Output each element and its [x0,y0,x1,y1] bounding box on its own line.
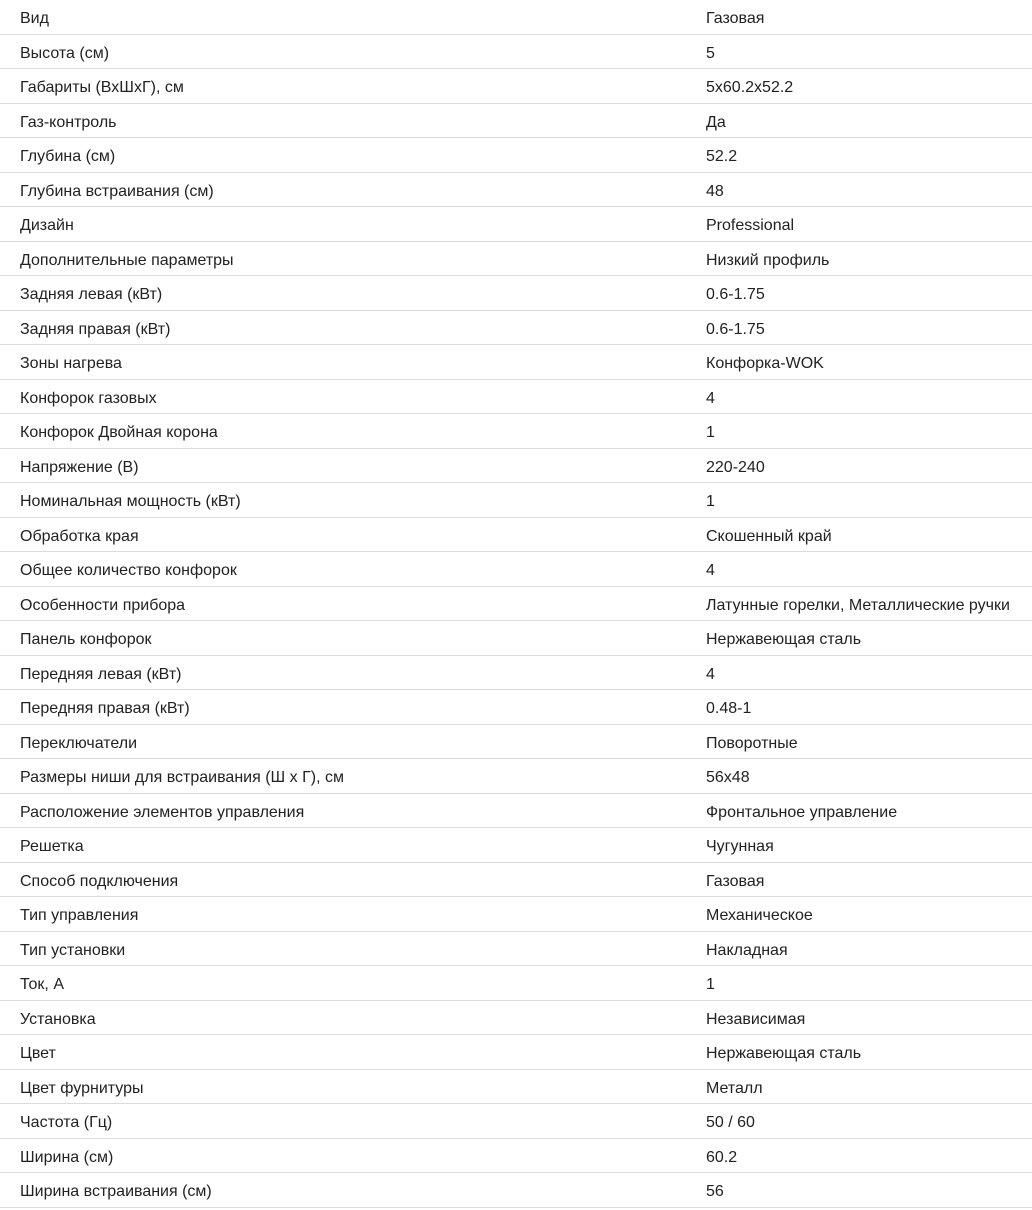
spec-row [0,966,1032,1001]
spec-value: 56 [706,1183,724,1200]
spec-row [0,690,1032,725]
spec-label: Тип управления [20,907,139,924]
spec-row [0,345,1032,380]
spec-value: 0.6-1.75 [706,286,765,303]
spec-row [0,863,1032,898]
spec-row [0,897,1032,932]
spec-value: Металл [706,1079,763,1097]
spec-value: Независимая [706,1010,806,1028]
spec-label: Габариты (ВхШхГ), см [20,79,184,96]
spec-row [0,311,1032,346]
spec-row [0,1139,1032,1174]
spec-label: Переключатели [20,734,138,752]
spec-label: Ширина встраивания (см) [20,1183,212,1200]
spec-row [0,380,1032,415]
spec-value: Газовая [706,872,765,890]
spec-row [0,587,1032,622]
spec-value: Фронтальное управление [706,803,898,821]
spec-row [0,207,1032,242]
spec-label: Цвет [20,1045,56,1062]
spec-row [0,725,1032,760]
spec-row [0,1070,1032,1105]
spec-value: Латунные горелки, Металлические ручки [706,596,1010,614]
spec-value: Конфорка-WOK [706,355,824,372]
spec-row [0,552,1032,587]
spec-value: Нержавеющая сталь [706,631,862,648]
spec-label: Тип установки [20,941,126,959]
spec-label: Напряжение (В) [20,458,139,476]
spec-value: Professional [706,217,795,234]
spec-value: Поворотные [706,734,798,752]
spec-label: Обработка края [20,527,139,545]
spec-value: 0.48-1 [706,700,752,717]
spec-value: Скошенный край [706,527,832,545]
spec-row [0,104,1032,139]
spec-row [0,35,1032,70]
spec-row [0,483,1032,518]
spec-value: 4 [706,665,715,683]
spec-value: 4 [706,562,715,579]
spec-row [0,449,1032,484]
spec-row [0,1035,1032,1070]
spec-value: 5x60.2x52.2 [706,79,794,96]
spec-label: Способ подключения [20,872,179,890]
spec-value: 220-240 [706,458,765,476]
spec-row [0,794,1032,829]
spec-label: Глубина (см) [20,148,116,165]
spec-label: Панель конфорок [20,631,152,648]
spec-value: Газовая [706,10,765,27]
spec-row [0,242,1032,277]
spec-label: Передняя правая (кВт) [20,700,190,717]
spec-value: 0.6-1.75 [706,320,765,338]
spec-row [0,276,1032,311]
spec-row [0,173,1032,208]
spec-label: Глубина встраивания (см) [20,182,214,200]
spec-value: 1 [706,424,715,441]
spec-row [0,138,1032,173]
spec-label: Вид [20,10,49,27]
spec-value: Низкий профиль [706,251,830,269]
spec-value: 48 [706,182,724,200]
spec-row [0,759,1032,794]
spec-label: Дизайн [20,217,74,234]
spec-label: Ток, А [20,976,64,993]
spec-label: Зоны нагрева [20,355,122,372]
spec-label: Размеры ниши для встраивания (Ш х Г), см [20,769,344,786]
spec-value: Накладная [706,941,788,959]
spec-row [0,69,1032,104]
spec-value: 60.2 [706,1148,738,1166]
spec-label: Установка [20,1010,96,1028]
spec-value: 4 [706,389,715,407]
spec-label: Ширина (см) [20,1148,114,1166]
spec-label: Задняя правая (кВт) [20,320,171,338]
spec-label: Передняя левая (кВт) [20,665,182,683]
spec-row [0,828,1032,863]
spec-label: Частота (Гц) [20,1114,113,1131]
spec-label: Конфорок Двойная корона [20,424,218,441]
spec-label: Номинальная мощность (кВт) [20,493,241,510]
spec-value: 50 / 60 [706,1114,755,1131]
spec-label: Особенности прибора [20,596,186,614]
spec-value: Чугунная [706,838,774,855]
spec-label: Газ-контроль [20,113,117,131]
spec-row [0,414,1032,449]
spec-label: Цвет фурнитуры [20,1079,144,1097]
spec-value: Да [706,113,726,131]
spec-value: 1 [706,493,715,510]
spec-value: 5 [706,44,715,62]
spec-row [0,621,1032,656]
spec-row [0,932,1032,967]
spec-value: 1 [706,976,715,993]
spec-value: Нержавеющая сталь [706,1045,862,1062]
spec-label: Задняя левая (кВт) [20,286,163,303]
spec-row [0,518,1032,553]
spec-value: Механическое [706,907,813,924]
spec-value: 56x48 [706,769,750,786]
spec-label: Решетка [20,838,84,855]
spec-value: 52.2 [706,148,738,165]
spec-row [0,0,1032,35]
spec-label: Дополнительные параметры [20,251,234,269]
spec-row [0,1173,1032,1208]
spec-row [0,1001,1032,1036]
spec-row [0,1104,1032,1139]
spec-label: Высота (см) [20,44,110,62]
spec-label: Расположение элементов управления [20,803,305,821]
spec-label: Общее количество конфорок [20,562,237,579]
spec-row [0,656,1032,691]
spec-label: Конфорок газовых [20,389,157,407]
